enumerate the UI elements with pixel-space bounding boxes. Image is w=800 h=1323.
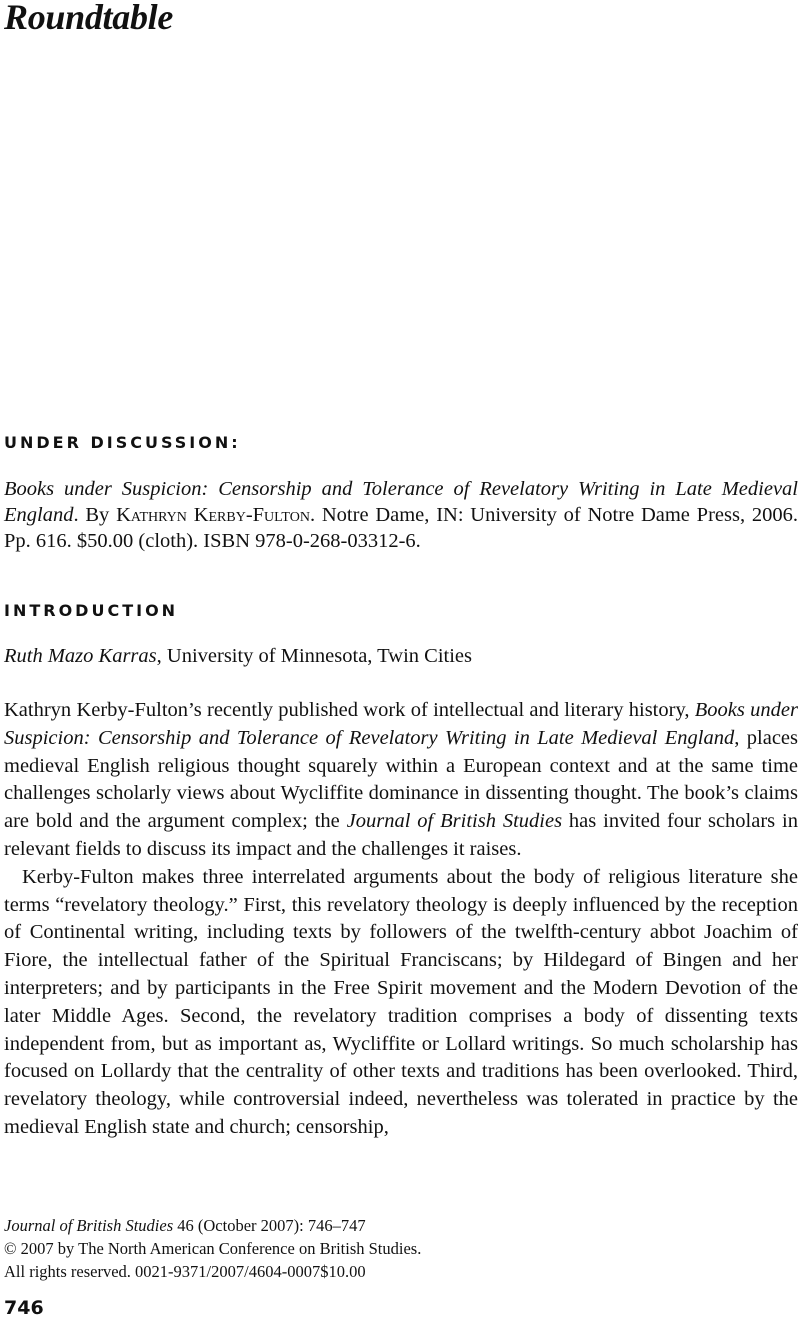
section-title: Roundtable [4,0,174,37]
byline-affiliation: , University of Minnesota, Twin Cities [156,645,472,667]
copyright-line: © 2007 by The North American Conference on British Studies. [4,1239,422,1258]
introduction-byline [4,643,798,669]
introduction-heading: INTRODUCTION [4,601,179,620]
book-title: Books under Suspicion: Censorship and Tolerance of Revelatory Writing in Late Medieval England [4,478,798,526]
paragraph-1-text-c: has invited four scholars in relevant fields to discuss its impact and the challenges it raises. [4,810,798,860]
book-author: Kathryn Kerby-Fulton [116,504,310,526]
journal-citation [4,1214,421,1237]
paragraph-1-text-b: , places medieval English religious thought squarely within a European context and at the same time challenges scholarly views about Wycliffite dominance in dissenting thought. The book’s claims are bold and the argument complex; the [4,726,798,833]
article-footer [4,1214,421,1283]
page-number: 746 [4,1297,44,1319]
introduction-body [4,697,798,1142]
paragraph-1-journal: Journal of British Studies [346,810,563,833]
journal-issue: 46 (October 2007): 746–747 [173,1216,366,1235]
byline-author: Ruth Mazo Karras [4,645,157,667]
paragraph-2: Kerby-Fulton makes three interrelated arguments about the body of religious literature she terms “revelatory theology.” First, this revelatory theology is deeply influenced by the reception of Continental writing, including texts by followers of the twelfth-century abbot Joachim of Fiore, the intellectual father of the Spiritual Franciscans; by Hildegard of Bingen and her interpreters; and by participants in the Free Spirit movement and the Modern Devotion of the later Middle Ages. Second, the revelatory tradition comprises a body of dissenting texts independent from, but as important as, Wycliffite or Lollard writings. So much scholarship has focused on Lollardy that the centrality of other texts and traditions has been overlooked. Third, revelatory theology, while controversial indeed, nevertheless was tolerated in practice by the medieval English state and church; censorship, [4,865,798,1138]
paragraph-1-book-title: Books under Suspicion: Censorship and Tolerance of Revelatory Writing in Late Medieval England [4,699,798,749]
by-text: . By [73,504,117,526]
paragraph-1-text-a: Kathryn Kerby-Fulton’s recently published work of intellectual and literary history, [4,699,695,721]
book-citation [4,476,798,554]
publication-details: . Notre Dame, IN: University of Notre Dame Press, 2006. Pp. 616. $50.00 (cloth). ISBN 978-0-268-03312-6. [4,504,799,552]
journal-name: Journal of British Studies [4,1216,174,1235]
under-discussion-heading: UNDER DISCUSSION: [4,433,241,452]
rights-line: All rights reserved. 0021-9371/2007/4604-0007$10.00 [4,1262,366,1281]
paragraph-1 [4,697,798,864]
